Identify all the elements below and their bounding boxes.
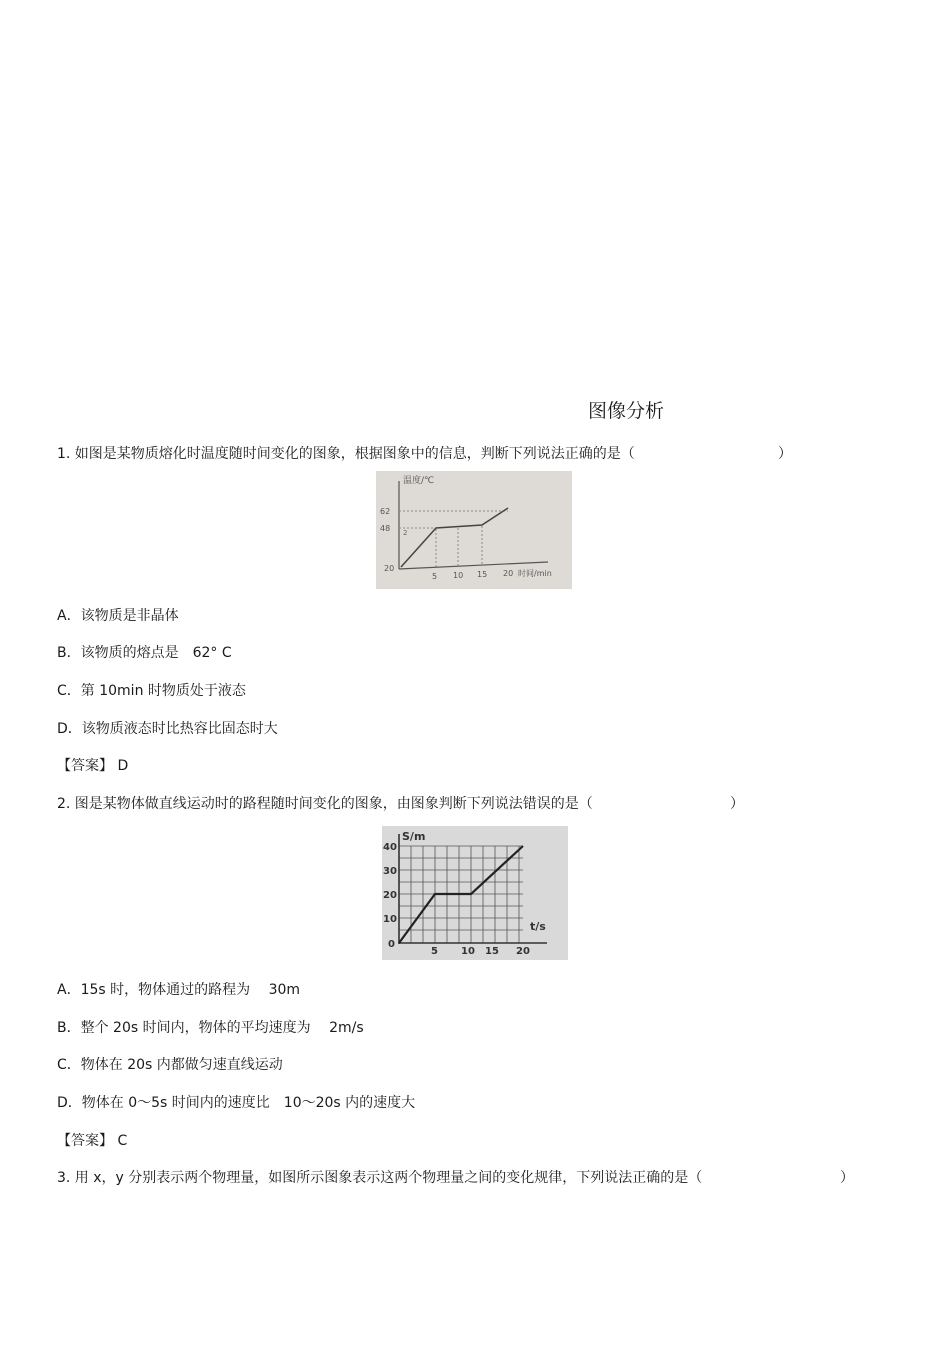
y-tick-20: 20 <box>384 564 395 573</box>
x-tick-5: 5 <box>432 572 438 581</box>
q1-option-d: D．该物质液态时比热容比固态时大 <box>57 721 278 737</box>
q1-figure <box>376 471 572 589</box>
x-tick-10: 10 <box>453 571 464 580</box>
x-tick-5: 5 <box>431 946 438 957</box>
x-tick-20: 20 <box>503 569 514 578</box>
q3-stem: 3. 用 x，y 分别表示两个物理量，如图所示图象表示这两个物理量之间的变化规律，下列说法正确的是（ <box>57 1170 703 1186</box>
q1-paren-close: ） <box>778 446 792 462</box>
y-tick-0: 0 <box>388 939 395 950</box>
q2-option-c: C．物体在 20s 内都做匀速直线运动 <box>57 1057 283 1073</box>
q1-answer: 【答案】 D <box>57 758 129 774</box>
page-title: 图像分析 <box>588 400 665 422</box>
q2-option-b: B．整个 20s 时间内，物体的平均速度为 2m/s <box>57 1020 364 1036</box>
q3-paren-close: ） <box>840 1170 854 1186</box>
q1-option-b: B．该物质的熔点是 62° C <box>57 645 232 661</box>
q2-option-d: D．物体在 0～5s 时间内的速度比 10～20s 内的速度大 <box>57 1095 416 1111</box>
corner-label: 2 <box>403 529 408 537</box>
x-axis-label: t/s <box>530 920 546 933</box>
q2-stem: 2. 图是某物体做直线运动时的路程随时间变化的图象，由图象判断下列说法错误的是（ <box>57 796 593 812</box>
x-axis-label: 时间/min <box>518 569 552 578</box>
x-tick-15: 15 <box>485 946 499 957</box>
y-tick-40: 40 <box>383 842 397 853</box>
q2-option-a: A．15s 时，物体通过的路程为 30m <box>57 982 301 998</box>
q2-answer: 【答案】 C <box>57 1133 128 1149</box>
y-tick-10: 10 <box>383 914 397 925</box>
y-tick-62: 62 <box>380 507 391 516</box>
q1-option-c: C．第 10min 时物质处于液态 <box>57 683 246 699</box>
x-tick-15: 15 <box>477 570 488 579</box>
melting-graph <box>376 471 572 589</box>
distance-time-graph <box>382 826 568 960</box>
y-axis-label: S/m <box>402 830 426 843</box>
y-tick-30: 30 <box>383 866 397 877</box>
x-tick-20: 20 <box>516 946 530 957</box>
q2-paren-close: ） <box>730 796 744 812</box>
q1-option-a: A．该物质是非晶体 <box>57 608 179 624</box>
q1-stem: 1. 如图是某物质熔化时温度随时间变化的图象，根据图象中的信息，判断下列说法正确的是（ <box>57 446 635 462</box>
q2-figure <box>382 826 568 960</box>
y-tick-48: 48 <box>380 524 391 533</box>
y-tick-20: 20 <box>383 890 397 901</box>
y-axis-label: 温度/℃ <box>403 476 435 486</box>
x-tick-10: 10 <box>461 946 475 957</box>
